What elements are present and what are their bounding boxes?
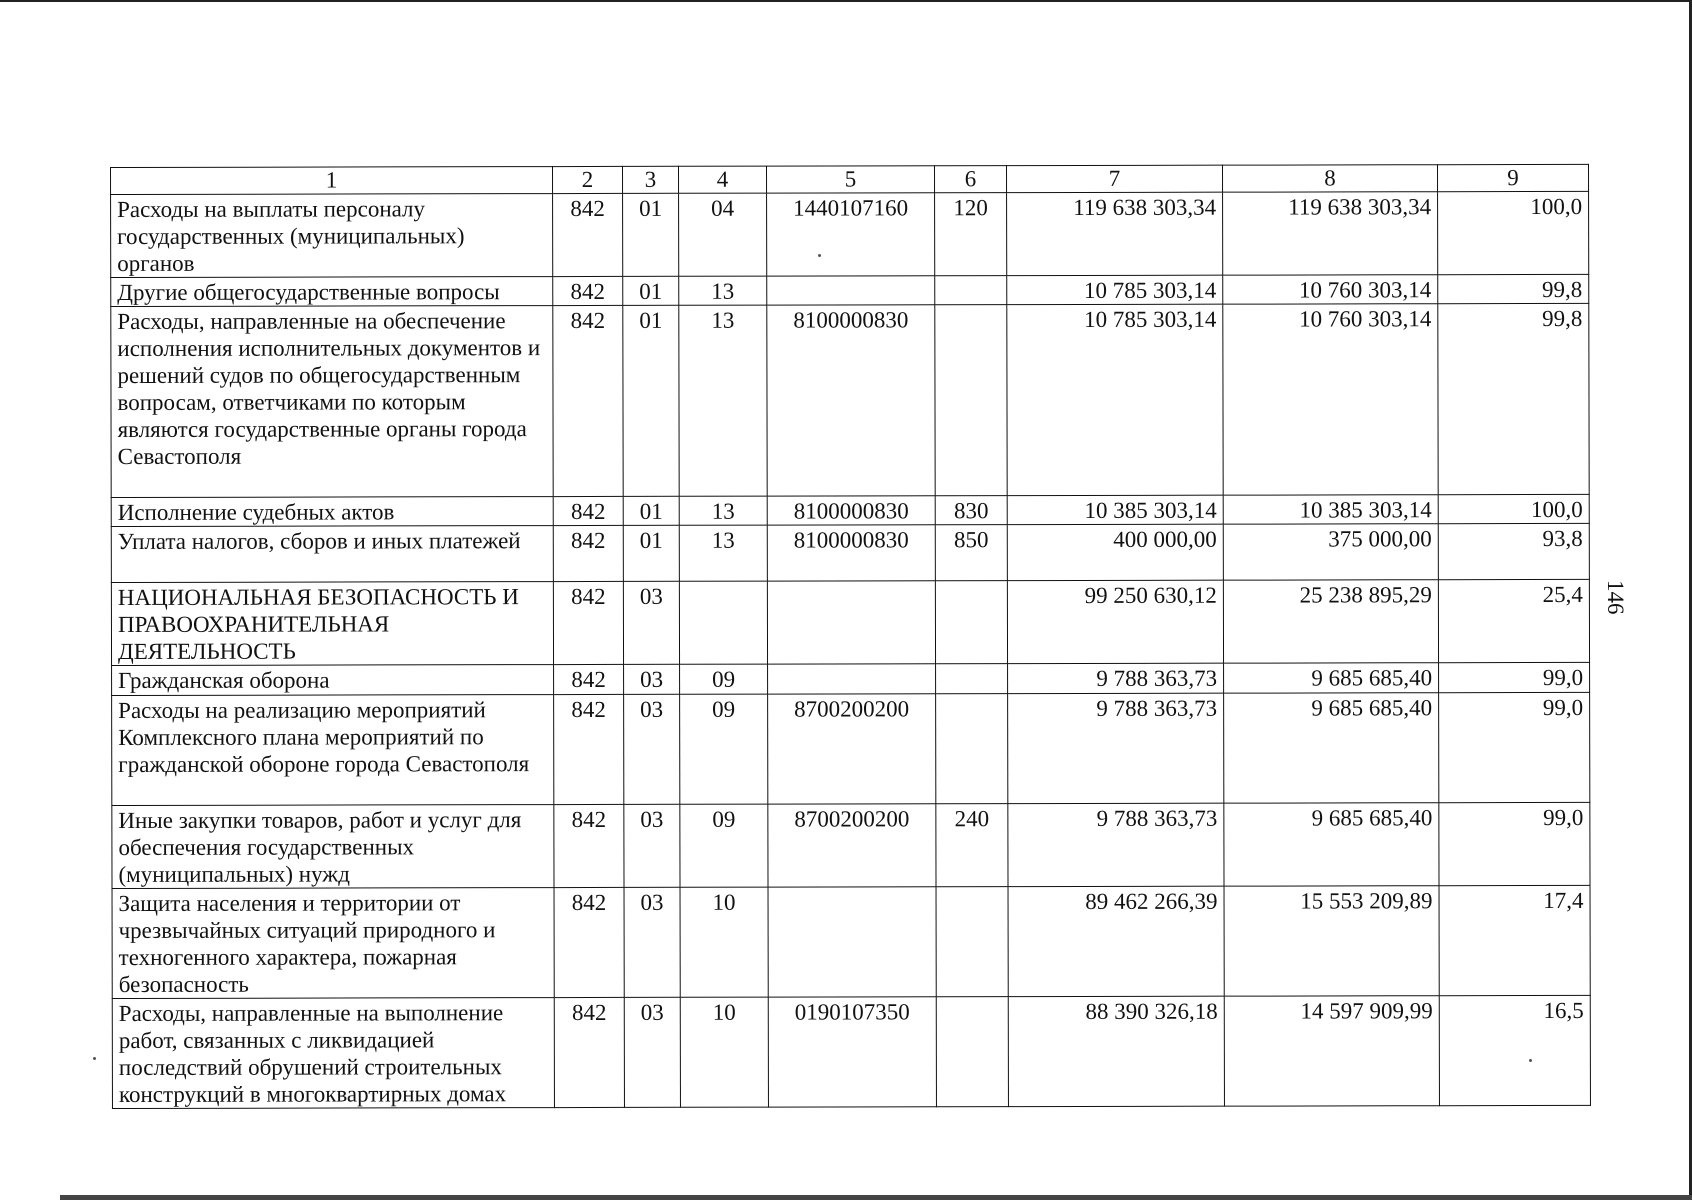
ministry-code-cell: 842 xyxy=(553,525,623,581)
subsection-cell: 09 xyxy=(680,694,768,804)
column-header: 2 xyxy=(553,166,623,193)
expense-name-cell: Расходы на реализацию мероприятий Комплексного плана мероприятий по гражданской обороне города Севастополя xyxy=(112,695,554,806)
subsection-cell xyxy=(679,581,767,664)
expense-kind-cell: 240 xyxy=(936,804,1008,887)
subsection-cell: 10 xyxy=(680,887,768,997)
table-row xyxy=(111,274,1589,306)
executed-amount-cell: 119 638 303,34 xyxy=(1223,192,1438,275)
executed-amount-cell: 14 597 909,99 xyxy=(1224,996,1439,1106)
column-number-row xyxy=(111,164,1589,194)
expense-kind-cell xyxy=(936,664,1008,694)
scan-speck xyxy=(93,1057,96,1060)
target-article-cell: 0190107350 xyxy=(768,997,936,1107)
planned-amount-cell: 10 385 303,14 xyxy=(1007,495,1223,524)
percent-cell: 17,4 xyxy=(1439,885,1590,995)
target-article-cell: 8100000830 xyxy=(767,496,935,525)
target-article-cell xyxy=(768,887,936,997)
column-header: 6 xyxy=(934,166,1006,193)
section-cell: 01 xyxy=(623,525,679,581)
column-header: 5 xyxy=(766,166,934,193)
target-article-cell: 8100000830 xyxy=(767,525,935,581)
subsection-cell: 13 xyxy=(679,525,767,581)
subsection-cell: 13 xyxy=(679,276,767,305)
section-cell: 03 xyxy=(624,664,680,694)
table-row xyxy=(112,662,1590,695)
subsection-cell: 09 xyxy=(680,804,768,887)
percent-cell: 100,0 xyxy=(1438,494,1589,523)
column-header: 7 xyxy=(1006,165,1222,192)
executed-amount-cell: 375 000,00 xyxy=(1223,524,1438,580)
expense-name-cell: Расходы, направленные на выполнение работ, связанных с ликвидацией последствий обрушений строительных конструкций в многоквартирных домах xyxy=(112,998,554,1109)
subsection-cell: 13 xyxy=(679,305,767,496)
subsection-cell: 04 xyxy=(679,193,767,276)
expense-name-cell: Расходы на выплаты персоналу государственных (муниципальных) органов xyxy=(111,194,553,278)
target-article-cell xyxy=(767,276,935,305)
ministry-code-cell: 842 xyxy=(553,581,623,664)
expense-name-cell: Иные закупки товаров, работ и услуг для обеспечения государственных (муниципальных) нужд xyxy=(112,805,554,889)
ministry-code-cell: 842 xyxy=(553,276,623,305)
target-article-cell xyxy=(767,581,935,664)
executed-amount-cell: 10 385 303,14 xyxy=(1223,495,1438,524)
target-article-cell: 8100000830 xyxy=(767,305,935,496)
expense-name-cell: Гражданская оборона xyxy=(112,665,554,696)
section-cell: 03 xyxy=(623,581,679,664)
executed-amount-cell: 9 685 685,40 xyxy=(1224,693,1439,803)
expense-kind-cell: 850 xyxy=(935,525,1007,581)
section-cell: 01 xyxy=(623,305,679,496)
ministry-code-cell: 842 xyxy=(554,887,624,997)
planned-amount-cell: 99 250 630,12 xyxy=(1007,580,1223,663)
executed-amount-cell: 9 685 685,40 xyxy=(1224,803,1439,886)
column-header: 3 xyxy=(622,166,678,193)
percent-cell: 16,5 xyxy=(1439,995,1590,1105)
expense-kind-cell xyxy=(935,276,1007,305)
section-cell: 01 xyxy=(623,496,679,525)
target-article-cell: 8700200200 xyxy=(768,694,936,804)
executed-amount-cell: 10 760 303,14 xyxy=(1223,275,1438,304)
page-number: 146 xyxy=(1603,580,1628,615)
section-cell: 01 xyxy=(623,193,679,276)
table-row xyxy=(111,523,1589,582)
section-cell: 03 xyxy=(624,997,680,1107)
scan-speck xyxy=(1529,1059,1532,1062)
percent-cell: 25,4 xyxy=(1438,579,1589,662)
section-cell: 03 xyxy=(624,694,680,804)
executed-amount-cell: 25 238 895,29 xyxy=(1223,580,1438,663)
table-row xyxy=(112,995,1590,1108)
expense-kind-cell xyxy=(936,694,1008,804)
expense-name-cell: Уплата налогов, сборов и иных платежей xyxy=(111,526,553,583)
table-row xyxy=(112,802,1590,888)
table-row xyxy=(111,303,1589,497)
ministry-code-cell: 842 xyxy=(554,664,624,694)
expense-kind-cell: 120 xyxy=(935,193,1007,276)
planned-amount-cell: 9 788 363,73 xyxy=(1008,693,1224,803)
section-cell: 03 xyxy=(624,804,680,887)
column-header: 9 xyxy=(1437,164,1588,191)
planned-amount-cell: 400 000,00 xyxy=(1007,524,1223,580)
percent-cell: 93,8 xyxy=(1438,523,1589,579)
column-header: 4 xyxy=(678,166,766,193)
expense-name-cell: НАЦИОНАЛЬНАЯ БЕЗОПАСНОСТЬ И ПРАВООХРАНИТЕЛЬНАЯ ДЕЯТЕЛЬНОСТЬ xyxy=(111,582,553,666)
table-row xyxy=(111,494,1589,526)
planned-amount-cell: 9 788 363,73 xyxy=(1008,663,1224,693)
ministry-code-cell: 842 xyxy=(554,694,624,804)
target-article-cell xyxy=(768,664,936,694)
table-row xyxy=(111,579,1589,665)
page-edge-bottom xyxy=(60,1195,1692,1200)
percent-cell: 99,8 xyxy=(1438,274,1589,303)
expense-kind-cell xyxy=(935,581,1007,664)
expense-kind-cell xyxy=(936,887,1008,997)
planned-amount-cell: 88 390 326,18 xyxy=(1008,996,1224,1106)
planned-amount-cell: 10 785 303,14 xyxy=(1007,304,1223,495)
expense-name-cell: Расходы, направленные на обеспечение исполнения исполнительных документов и решений судов по общегосударственным вопросам, ответчиками по которым являются государственные органы города Севастополя xyxy=(111,306,553,498)
percent-cell: 99,8 xyxy=(1438,303,1589,494)
target-article-cell: 8700200200 xyxy=(768,804,936,887)
executed-amount-cell: 9 685 685,40 xyxy=(1224,663,1439,693)
subsection-cell: 13 xyxy=(679,496,767,525)
percent-cell: 100,0 xyxy=(1438,191,1589,274)
executed-amount-cell: 10 760 303,14 xyxy=(1223,304,1438,495)
budget-table xyxy=(110,164,1591,1109)
expense-name-cell: Исполнение судебных актов xyxy=(111,497,553,527)
table-row xyxy=(112,692,1590,805)
planned-amount-cell: 119 638 303,34 xyxy=(1007,192,1223,275)
percent-cell: 99,0 xyxy=(1439,692,1590,802)
table-row xyxy=(111,191,1589,277)
subsection-cell: 09 xyxy=(680,664,768,694)
ministry-code-cell: 842 xyxy=(553,496,623,525)
expense-kind-cell xyxy=(935,305,1007,496)
page-edge-top xyxy=(0,0,1692,2)
expense-name-cell: Защита населения и территории от чрезвычайных ситуаций природного и техногенного характера, пожарная безопасность xyxy=(112,888,554,999)
planned-amount-cell: 89 462 266,39 xyxy=(1008,886,1224,996)
section-cell: 03 xyxy=(624,887,680,997)
planned-amount-cell: 9 788 363,73 xyxy=(1008,803,1224,886)
scan-speck xyxy=(818,254,821,257)
expense-name-cell: Другие общегосударственные вопросы xyxy=(111,277,553,307)
column-header: 1 xyxy=(111,167,553,195)
section-cell: 01 xyxy=(623,276,679,305)
executed-amount-cell: 15 553 209,89 xyxy=(1224,886,1439,996)
expense-kind-cell xyxy=(936,997,1008,1107)
budget-table-container xyxy=(110,167,1589,1109)
ministry-code-cell: 842 xyxy=(553,305,623,496)
ministry-code-cell: 842 xyxy=(554,997,624,1107)
percent-cell: 99,0 xyxy=(1439,802,1590,885)
percent-cell: 99,0 xyxy=(1439,662,1590,692)
table-row xyxy=(112,885,1590,998)
expense-kind-cell: 830 xyxy=(935,496,1007,525)
column-header: 8 xyxy=(1222,165,1437,192)
ministry-code-cell: 842 xyxy=(554,804,624,887)
ministry-code-cell: 842 xyxy=(553,193,623,276)
subsection-cell: 10 xyxy=(680,997,768,1107)
target-article-cell: 1440107160 xyxy=(767,193,935,276)
planned-amount-cell: 10 785 303,14 xyxy=(1007,275,1223,304)
